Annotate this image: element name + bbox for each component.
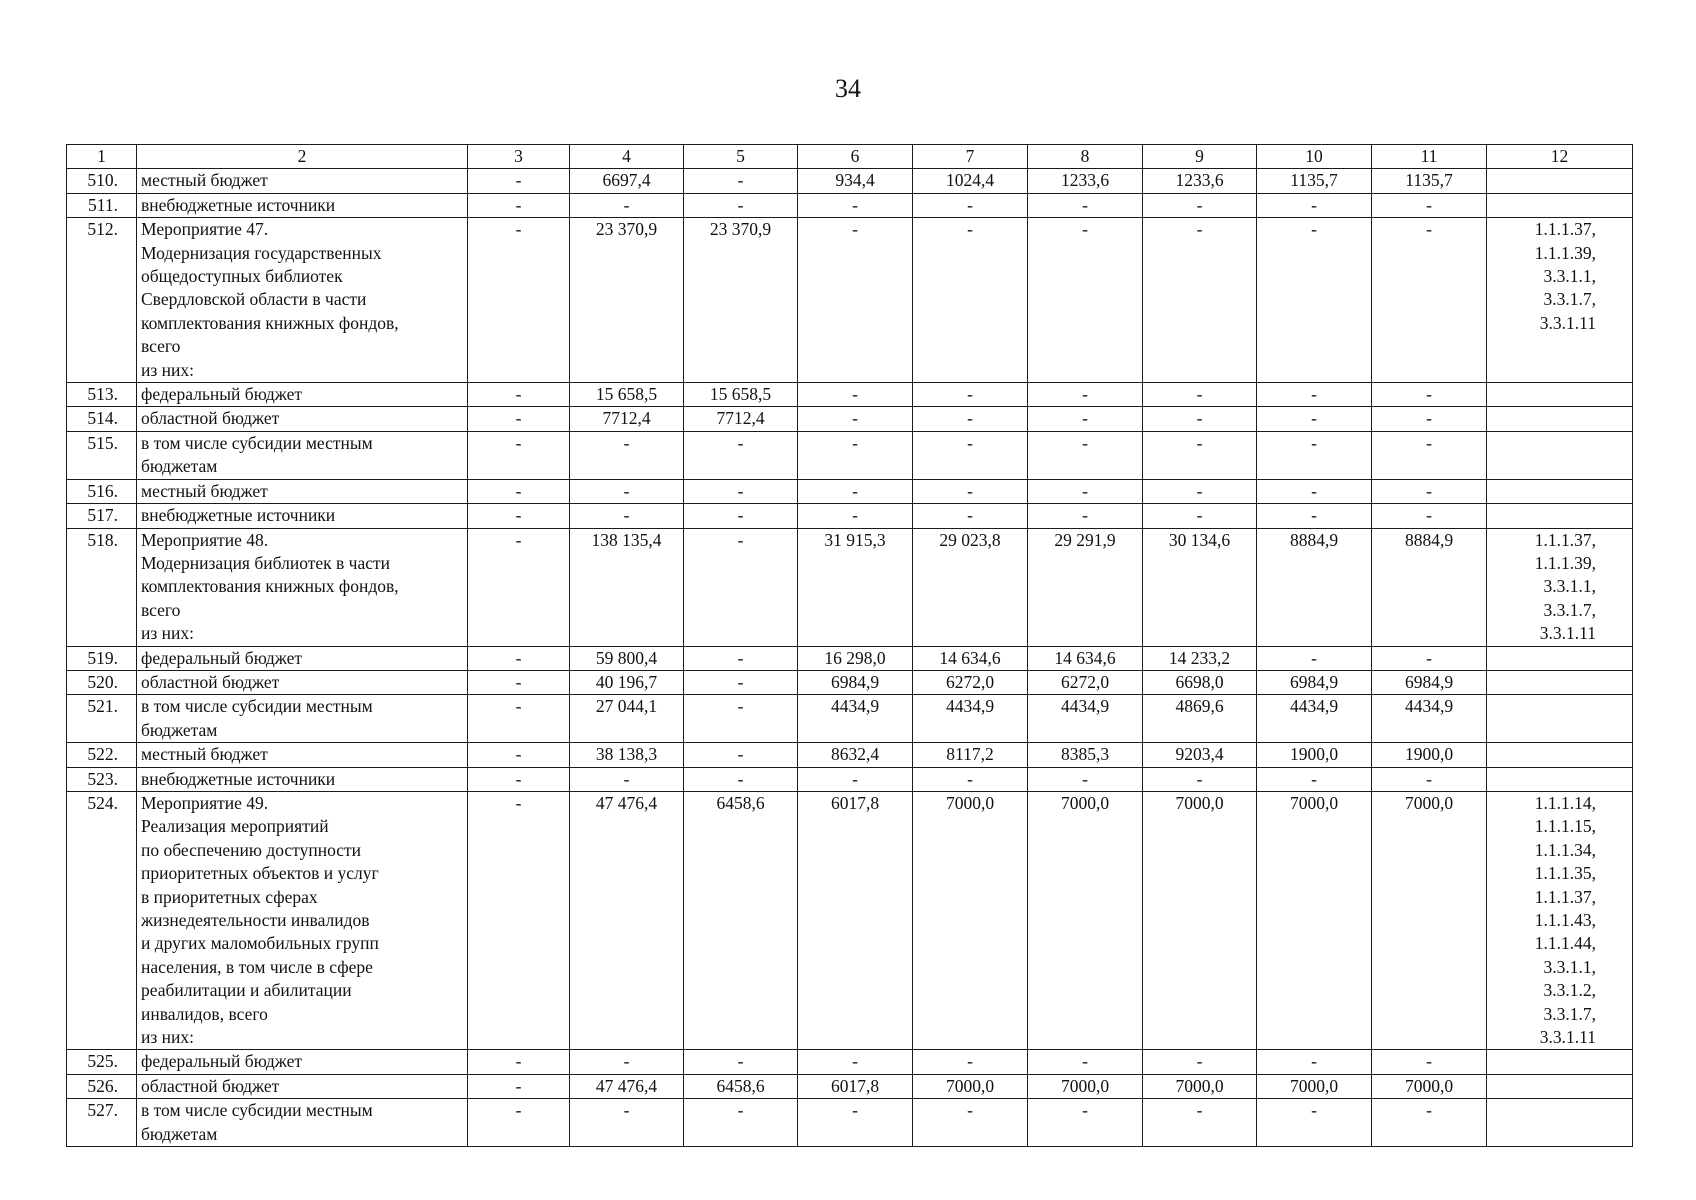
row-name: федеральный бюджет <box>137 383 468 407</box>
row-number: 520. <box>67 670 137 694</box>
row-name: Мероприятие 48. Модернизация библиотек в части комплектования книжных фондов, всего из них: <box>137 528 468 646</box>
value-cell: 14 634,6 <box>1028 646 1143 670</box>
value-cell: 7000,0 <box>1257 791 1372 1049</box>
value-cell: 47 476,4 <box>570 791 684 1049</box>
row-name: местный бюджет <box>137 743 468 767</box>
value-cell: - <box>468 1074 570 1098</box>
target-refs <box>1487 407 1633 431</box>
value-cell: - <box>798 504 913 528</box>
table-row <box>67 767 1633 791</box>
row-name: областной бюджет <box>137 407 468 431</box>
value-cell: 7712,4 <box>684 407 798 431</box>
value-cell: - <box>1257 193 1372 217</box>
column-header: 1 <box>67 145 137 169</box>
value-cell: 31 915,3 <box>798 528 913 646</box>
value-cell: 7000,0 <box>1257 1074 1372 1098</box>
row-name: местный бюджет <box>137 479 468 503</box>
value-cell: - <box>1143 1099 1257 1147</box>
value-cell: 27 044,1 <box>570 695 684 743</box>
column-header: 7 <box>913 145 1028 169</box>
row-name: в том числе субсидии местным бюджетам <box>137 695 468 743</box>
value-cell: - <box>1143 218 1257 383</box>
value-cell: 38 138,3 <box>570 743 684 767</box>
column-header: 4 <box>570 145 684 169</box>
value-cell: - <box>913 1050 1028 1074</box>
value-cell: 7000,0 <box>1372 791 1487 1049</box>
value-cell: - <box>1372 1050 1487 1074</box>
value-cell: - <box>468 1099 570 1147</box>
row-number: 515. <box>67 431 137 479</box>
table-row <box>67 193 1633 217</box>
table-row <box>67 791 1633 1049</box>
value-cell: - <box>684 646 798 670</box>
value-cell: - <box>570 504 684 528</box>
value-cell: - <box>468 791 570 1049</box>
value-cell: - <box>1143 504 1257 528</box>
value-cell: 14 634,6 <box>913 646 1028 670</box>
target-refs: 1.1.1.37, 1.1.1.39, 3.3.1.1, 3.3.1.7, 3.3.1.11 <box>1487 528 1633 646</box>
row-number: 527. <box>67 1099 137 1147</box>
row-name: федеральный бюджет <box>137 1050 468 1074</box>
value-cell: - <box>798 431 913 479</box>
value-cell: 138 135,4 <box>570 528 684 646</box>
value-cell: - <box>684 431 798 479</box>
value-cell: - <box>684 767 798 791</box>
row-number: 521. <box>67 695 137 743</box>
value-cell: - <box>1028 383 1143 407</box>
table-row <box>67 646 1633 670</box>
value-cell: - <box>1257 1099 1372 1147</box>
value-cell: 8117,2 <box>913 743 1028 767</box>
value-cell: 15 658,5 <box>684 383 798 407</box>
target-refs <box>1487 193 1633 217</box>
value-cell: - <box>913 431 1028 479</box>
value-cell: 16 298,0 <box>798 646 913 670</box>
value-cell: - <box>570 193 684 217</box>
column-header: 5 <box>684 145 798 169</box>
value-cell: - <box>798 479 913 503</box>
value-cell: - <box>468 218 570 383</box>
row-number: 513. <box>67 383 137 407</box>
value-cell: 6017,8 <box>798 1074 913 1098</box>
value-cell: - <box>1257 479 1372 503</box>
row-number: 524. <box>67 791 137 1049</box>
value-cell: 29 291,9 <box>1028 528 1143 646</box>
value-cell: 1135,7 <box>1257 169 1372 193</box>
value-cell: 6272,0 <box>1028 670 1143 694</box>
value-cell: 1233,6 <box>1143 169 1257 193</box>
value-cell: 7000,0 <box>913 1074 1028 1098</box>
row-name: Мероприятие 49. Реализация мероприятий по обеспечению доступности приоритетных объектов и услуг в приоритетных сферах жизнедеятельности инвалидов и других маломобильных групп населения, в том числе в сфере реабилитации и абилитации инвалидов, всего из них: <box>137 791 468 1049</box>
value-cell: - <box>1143 407 1257 431</box>
value-cell: - <box>1257 383 1372 407</box>
value-cell: - <box>1143 1050 1257 1074</box>
value-cell: - <box>684 504 798 528</box>
column-header: 2 <box>137 145 468 169</box>
target-refs <box>1487 670 1633 694</box>
row-number: 525. <box>67 1050 137 1074</box>
table-row <box>67 169 1633 193</box>
value-cell: 7000,0 <box>1143 1074 1257 1098</box>
table-row <box>67 407 1633 431</box>
value-cell: - <box>1372 193 1487 217</box>
value-cell: - <box>1257 431 1372 479</box>
row-number: 511. <box>67 193 137 217</box>
target-refs <box>1487 695 1633 743</box>
value-cell: - <box>1257 407 1372 431</box>
table-row <box>67 670 1633 694</box>
value-cell: 59 800,4 <box>570 646 684 670</box>
target-refs <box>1487 646 1633 670</box>
value-cell: 30 134,6 <box>1143 528 1257 646</box>
value-cell: - <box>1257 504 1372 528</box>
value-cell: - <box>798 1050 913 1074</box>
table-row <box>67 504 1633 528</box>
target-refs <box>1487 383 1633 407</box>
value-cell: - <box>913 479 1028 503</box>
value-cell: - <box>684 479 798 503</box>
target-refs <box>1487 767 1633 791</box>
value-cell: 29 023,8 <box>913 528 1028 646</box>
row-name: в том числе субсидии местным бюджетам <box>137 1099 468 1147</box>
value-cell: - <box>1143 431 1257 479</box>
value-cell: - <box>798 767 913 791</box>
row-name: в том числе субсидии местным бюджетам <box>137 431 468 479</box>
value-cell: - <box>1028 1099 1143 1147</box>
target-refs <box>1487 743 1633 767</box>
value-cell: - <box>468 504 570 528</box>
page-number: 34 <box>835 74 861 103</box>
value-cell: - <box>468 743 570 767</box>
value-cell: - <box>468 431 570 479</box>
value-cell: - <box>1372 767 1487 791</box>
value-cell: 1900,0 <box>1372 743 1487 767</box>
value-cell: - <box>1143 193 1257 217</box>
value-cell: - <box>1028 504 1143 528</box>
value-cell: - <box>570 1050 684 1074</box>
value-cell: 6272,0 <box>913 670 1028 694</box>
value-cell: - <box>1028 431 1143 479</box>
value-cell: 4434,9 <box>1028 695 1143 743</box>
value-cell: - <box>1372 504 1487 528</box>
value-cell: - <box>468 670 570 694</box>
value-cell: - <box>913 767 1028 791</box>
value-cell: - <box>684 670 798 694</box>
value-cell: - <box>570 431 684 479</box>
value-cell: - <box>684 1050 798 1074</box>
target-refs <box>1487 504 1633 528</box>
value-cell: - <box>468 1050 570 1074</box>
column-header: 10 <box>1257 145 1372 169</box>
table-row <box>67 218 1633 383</box>
value-cell: - <box>684 743 798 767</box>
value-cell: 1024,4 <box>913 169 1028 193</box>
value-cell: 6017,8 <box>798 791 913 1049</box>
value-cell: - <box>468 193 570 217</box>
value-cell: 47 476,4 <box>570 1074 684 1098</box>
value-cell: - <box>468 169 570 193</box>
value-cell: - <box>684 193 798 217</box>
row-number: 514. <box>67 407 137 431</box>
value-cell: - <box>913 193 1028 217</box>
value-cell: 9203,4 <box>1143 743 1257 767</box>
table-row <box>67 695 1633 743</box>
value-cell: 1135,7 <box>1372 169 1487 193</box>
value-cell: 7712,4 <box>570 407 684 431</box>
column-header: 6 <box>798 145 913 169</box>
table-row <box>67 383 1633 407</box>
table-row <box>67 1099 1633 1147</box>
value-cell: - <box>570 767 684 791</box>
value-cell: - <box>913 407 1028 431</box>
row-name: местный бюджет <box>137 169 468 193</box>
value-cell: - <box>468 407 570 431</box>
value-cell: 6984,9 <box>798 670 913 694</box>
row-number: 510. <box>67 169 137 193</box>
value-cell: - <box>1257 218 1372 383</box>
budget-table <box>66 144 1633 1147</box>
target-refs: 1.1.1.37, 1.1.1.39, 3.3.1.1, 3.3.1.7, 3.3.1.11 <box>1487 218 1633 383</box>
value-cell: - <box>1028 479 1143 503</box>
row-name: внебюджетные источники <box>137 193 468 217</box>
value-cell: - <box>468 383 570 407</box>
value-cell: - <box>1372 383 1487 407</box>
value-cell: - <box>1257 767 1372 791</box>
value-cell: 7000,0 <box>1372 1074 1487 1098</box>
value-cell: - <box>1143 383 1257 407</box>
value-cell: 6698,0 <box>1143 670 1257 694</box>
row-name: внебюджетные источники <box>137 767 468 791</box>
target-refs <box>1487 1099 1633 1147</box>
row-name: федеральный бюджет <box>137 646 468 670</box>
value-cell: - <box>1143 767 1257 791</box>
value-cell: - <box>468 695 570 743</box>
value-cell: - <box>468 528 570 646</box>
value-cell: - <box>1372 479 1487 503</box>
value-cell: 7000,0 <box>1143 791 1257 1049</box>
row-number: 517. <box>67 504 137 528</box>
value-cell: - <box>913 504 1028 528</box>
value-cell: 23 370,9 <box>684 218 798 383</box>
value-cell: - <box>1143 479 1257 503</box>
value-cell: 7000,0 <box>1028 791 1143 1049</box>
target-refs <box>1487 169 1633 193</box>
table-row <box>67 479 1633 503</box>
value-cell: - <box>798 218 913 383</box>
value-cell: 23 370,9 <box>570 218 684 383</box>
target-refs <box>1487 479 1633 503</box>
table-row <box>67 431 1633 479</box>
value-cell: - <box>1257 646 1372 670</box>
row-name: Мероприятие 47. Модернизация государственных общедоступных библиотек Свердловской области в части комплектования книжных фондов, всего из них: <box>137 218 468 383</box>
value-cell: 8884,9 <box>1372 528 1487 646</box>
value-cell: 4434,9 <box>913 695 1028 743</box>
column-header: 8 <box>1028 145 1143 169</box>
value-cell: 4434,9 <box>1372 695 1487 743</box>
value-cell: 6697,4 <box>570 169 684 193</box>
value-cell: 934,4 <box>798 169 913 193</box>
target-refs: 1.1.1.14, 1.1.1.15, 1.1.1.34, 1.1.1.35, 1.1.1.37, 1.1.1.43, 1.1.1.44, 3.3.1.1, 3.3.1.2, 3.3.1.7, 3.3.1.11 <box>1487 791 1633 1049</box>
value-cell: - <box>570 479 684 503</box>
value-cell: 1233,6 <box>1028 169 1143 193</box>
value-cell: - <box>570 1099 684 1147</box>
value-cell: 15 658,5 <box>570 383 684 407</box>
row-number: 512. <box>67 218 137 383</box>
row-number: 519. <box>67 646 137 670</box>
row-name: областной бюджет <box>137 1074 468 1098</box>
value-cell: - <box>1372 407 1487 431</box>
value-cell: - <box>1028 407 1143 431</box>
row-number: 516. <box>67 479 137 503</box>
value-cell: - <box>1028 767 1143 791</box>
table-row <box>67 1074 1633 1098</box>
value-cell: - <box>1372 646 1487 670</box>
value-cell: - <box>1028 193 1143 217</box>
column-header: 11 <box>1372 145 1487 169</box>
value-cell: - <box>1257 1050 1372 1074</box>
value-cell: 7000,0 <box>1028 1074 1143 1098</box>
table-row <box>67 743 1633 767</box>
value-cell: - <box>1028 218 1143 383</box>
row-name: областной бюджет <box>137 670 468 694</box>
value-cell: - <box>913 1099 1028 1147</box>
value-cell: 4869,6 <box>1143 695 1257 743</box>
value-cell: - <box>913 218 1028 383</box>
value-cell: - <box>913 383 1028 407</box>
value-cell: - <box>468 767 570 791</box>
target-refs <box>1487 1074 1633 1098</box>
value-cell: 4434,9 <box>1257 695 1372 743</box>
table-row <box>67 1050 1633 1074</box>
value-cell: - <box>684 695 798 743</box>
target-refs <box>1487 431 1633 479</box>
column-header-row <box>67 145 1633 169</box>
value-cell: 8385,3 <box>1028 743 1143 767</box>
value-cell: 6984,9 <box>1257 670 1372 694</box>
value-cell: - <box>468 479 570 503</box>
value-cell: 6458,6 <box>684 791 798 1049</box>
value-cell: - <box>1372 431 1487 479</box>
row-number: 522. <box>67 743 137 767</box>
value-cell: - <box>684 528 798 646</box>
value-cell: - <box>684 1099 798 1147</box>
row-number: 526. <box>67 1074 137 1098</box>
value-cell: - <box>798 407 913 431</box>
value-cell: 8884,9 <box>1257 528 1372 646</box>
value-cell: - <box>798 193 913 217</box>
value-cell: - <box>684 169 798 193</box>
column-header: 3 <box>468 145 570 169</box>
table-body <box>67 145 1633 1147</box>
target-refs <box>1487 1050 1633 1074</box>
value-cell: 40 196,7 <box>570 670 684 694</box>
value-cell: - <box>1028 1050 1143 1074</box>
value-cell: - <box>468 646 570 670</box>
value-cell: 6458,6 <box>684 1074 798 1098</box>
row-number: 523. <box>67 767 137 791</box>
value-cell: 1900,0 <box>1257 743 1372 767</box>
table-row <box>67 528 1633 646</box>
column-header: 12 <box>1487 145 1633 169</box>
value-cell: - <box>1372 1099 1487 1147</box>
value-cell: 7000,0 <box>913 791 1028 1049</box>
value-cell: 14 233,2 <box>1143 646 1257 670</box>
value-cell: - <box>1372 218 1487 383</box>
row-name: внебюджетные источники <box>137 504 468 528</box>
value-cell: 6984,9 <box>1372 670 1487 694</box>
value-cell: 8632,4 <box>798 743 913 767</box>
value-cell: - <box>798 1099 913 1147</box>
row-number: 518. <box>67 528 137 646</box>
value-cell: 4434,9 <box>798 695 913 743</box>
value-cell: - <box>798 383 913 407</box>
column-header: 9 <box>1143 145 1257 169</box>
